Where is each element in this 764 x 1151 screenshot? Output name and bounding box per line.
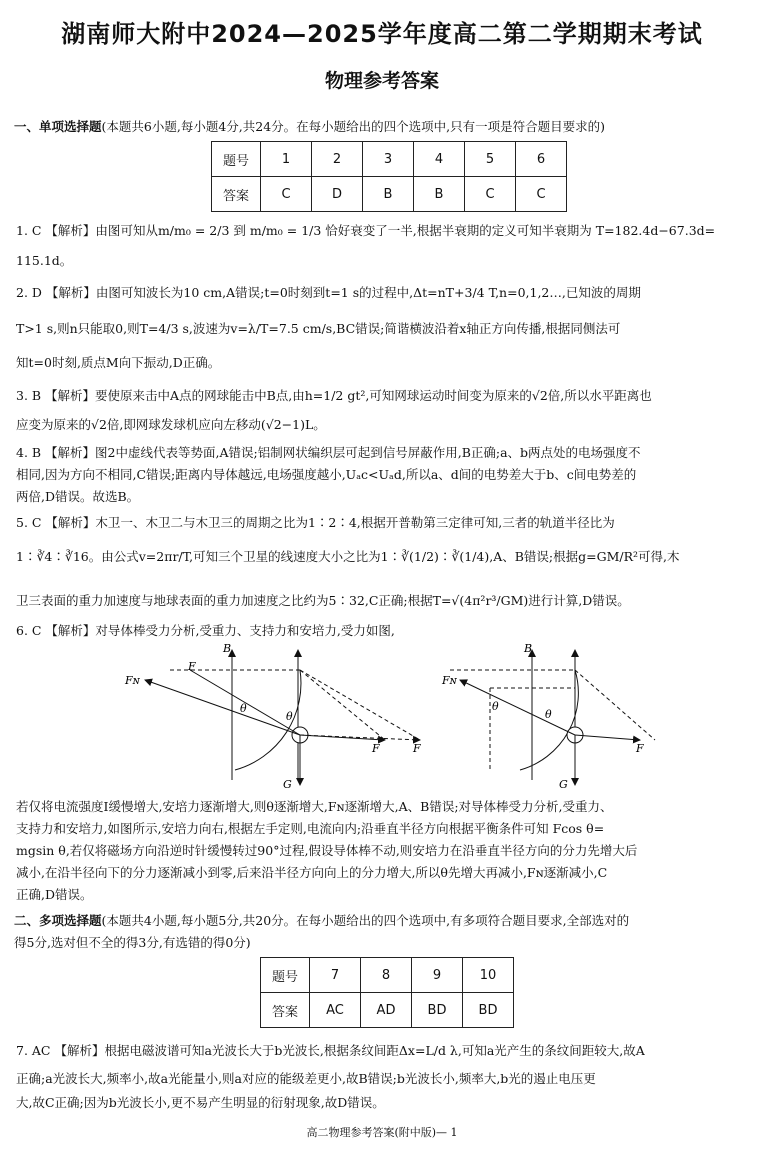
table-cell: B	[363, 177, 414, 212]
table-cell: BD	[463, 993, 514, 1028]
label-theta2: θ	[286, 710, 293, 723]
q2-line2: T>1 s,则n只能取0,则T=4/3 s,波速为v=λ/T=7.5 cm/s,BC错误;简谐横波沿着x轴正方向传播,根据同侧法可	[16, 321, 621, 336]
label-g-right: G	[559, 778, 568, 790]
table-cell: 4	[414, 142, 465, 177]
table-row	[261, 958, 514, 993]
q6-line4: 减小,在沿半径向下的分力逐渐减小到零,后来沿半径方向向上的分力增大,所以θ先增大再减小,Fɴ逐渐减小,C	[16, 865, 608, 880]
table-cell: 10	[463, 958, 514, 993]
q6-line2: 支持力和安培力,如图所示,安培力向右,根据左手定则,电流向内;沿垂直半径方向根据平衡条件可知 Fcos θ=	[16, 821, 605, 836]
label-b-right: B	[524, 642, 533, 655]
table-cell: 答案	[212, 177, 261, 212]
table-cell: BD	[412, 993, 463, 1028]
table-cell: C	[465, 177, 516, 212]
label-g: G	[283, 778, 292, 790]
label-f2: F	[372, 742, 380, 755]
table-cell: 9	[412, 958, 463, 993]
label-theta: θ	[240, 702, 247, 715]
section2-heading: 二、多项选择题	[14, 913, 102, 928]
table-cell: 8	[361, 958, 412, 993]
section2-note: (本题共4小题,每小题5分,共20分。在每小题给出的四个选项中,有多项符合题目要求,全部选对的	[101, 913, 630, 928]
q1-line1: 1. C 【解析】由图可知从m/m₀ = 2/3 到 m/m₀ = 1/3 恰好衰变了一半,根据半衰期的定义可知半衰期为 T=182.4d−67.3d=	[16, 223, 716, 238]
q7-line2: 正确;a光波长大,频率小,故a光能量小,则a对应的能级差更小,故B错误;b光波长小,频率大,b光的遏止电压更	[16, 1071, 596, 1086]
q4-line1: 4. B 【解析】图2中虚线代表等势面,A错误;铝制网状编织层可起到信号屏蔽作用,B正确;a、b两点处的电场强度不	[16, 445, 641, 460]
label-f3: F	[413, 742, 421, 755]
q3-line2: 应变为原来的√2倍,即网球发球机应向左移动(√2−1)L。	[16, 417, 326, 432]
section1-header	[14, 116, 754, 137]
table-cell: 7	[310, 958, 361, 993]
q2-line1: 2. D 【解析】由图可知波长为10 cm,A错误;t=0时刻到t=1 s的过程中,Δt=nT+3/4 T,n=0,1,2…,已知波的周期	[16, 285, 641, 300]
section2-note2: 得5分,选对但不全的得3分,有选错的得0分)	[14, 935, 251, 950]
table-row	[261, 993, 514, 1028]
q5-line1: 5. C 【解析】木卫一、木卫二与木卫三的周期之比为1∶2∶4,根据开普勒第三定律可知,三者的轨道半径比为	[16, 515, 615, 530]
q4-line3: 两倍,D错误。故选B。	[16, 489, 140, 504]
q7-line1: 7. AC 【解析】根据电磁波谱可知a光波长大于b光波长,根据条纹间距Δx=L/d λ,可知a光产生的条纹间距较大,故A	[16, 1043, 645, 1058]
force-diagram-left	[120, 640, 430, 790]
force-diagram-right	[440, 640, 670, 790]
q5-line3: 卫三表面的重力加速度与地球表面的重力加速度之比约为5∶32,C正确;根据T=√(4π²r³/GM)进行计算,D错误。	[16, 593, 630, 608]
table-cell: 2	[312, 142, 363, 177]
table-cell: D	[312, 177, 363, 212]
label-theta-right: θ	[492, 700, 499, 713]
label-theta-right2: θ	[545, 708, 552, 721]
q4-line2: 相同,因为方向不相同,C错误;距离内导体越远,电场强度越小,Uₐc<Uₐd,所以a、d间的电势差大于b、c间电势差的	[16, 467, 637, 482]
label-fn: Fɴ	[125, 674, 140, 687]
table-cell: C	[516, 177, 567, 212]
q6-intro: 6. C 【解析】对导体棒受力分析,受重力、支持力和安培力,受力如图,	[16, 623, 395, 638]
q6-line3: mgsin θ,若仅将磁场方向沿逆时针缓慢转过90°过程,假设导体棒不动,则安培力在沿垂直半径方向的分力先增大后	[16, 843, 638, 858]
section1-heading: 一、单项选择题	[14, 119, 102, 134]
table-cell: C	[261, 177, 312, 212]
q6-line1: 若仅将电流强度I缓慢增大,安培力逐渐增大,则θ逐渐增大,Fɴ逐渐增大,A、B错误;对导体棒受力分析,受重力、	[16, 799, 613, 814]
label-f: F	[188, 660, 196, 673]
label-f-right: F	[636, 742, 644, 755]
table-cell: 题号	[212, 142, 261, 177]
page-subtitle: 物理参考答案	[324, 70, 439, 92]
q5-line2: 1∶∛4∶∛16。由公式v=2πr/T,可知三个卫星的线速度大小之比为1∶∛(1/2)∶∛(1/4),A、B错误;根据g=GM/R²可得,木	[16, 549, 680, 564]
q3-line1: 3. B 【解析】要使原来击中A点的网球能击中B点,由h=1/2 gt²,可知网球运动时间变为原来的√2倍,所以水平距离也	[16, 388, 652, 403]
table-cell: 1	[261, 142, 312, 177]
q2-line3: 知t=0时刻,质点M向下振动,D正确。	[16, 355, 221, 370]
table-row	[212, 142, 567, 177]
table-cell: 题号	[261, 958, 310, 993]
section2-header	[14, 910, 754, 931]
q7-line3: 大,故C正确;因为b光波长小,更不易产生明显的衍射现象,故D错误。	[16, 1095, 385, 1110]
table-cell: B	[414, 177, 465, 212]
answer-table-1	[211, 141, 567, 212]
table-cell: 6	[516, 142, 567, 177]
table-row	[212, 177, 567, 212]
page-title: 湖南师大附中2024—2025学年度高二第二学期期末考试	[61, 20, 703, 48]
section1-note: (本题共6小题,每小题4分,共24分。在每小题给出的四个选项中,只有一项是符合题目要求的)	[101, 119, 606, 134]
q1-line2: 115.1d。	[16, 253, 73, 268]
answer-table-2	[260, 957, 514, 1028]
table-cell: AC	[310, 993, 361, 1028]
table-cell: AD	[361, 993, 412, 1028]
label-b: B	[223, 642, 232, 655]
page-footer: 高二物理参考答案(附中版)— 1	[306, 1126, 458, 1139]
table-cell: 3	[363, 142, 414, 177]
table-cell: 答案	[261, 993, 310, 1028]
table-cell: 5	[465, 142, 516, 177]
label-fn-right: Fɴ	[442, 674, 457, 687]
q6-line5: 正确,D错误。	[16, 887, 93, 902]
